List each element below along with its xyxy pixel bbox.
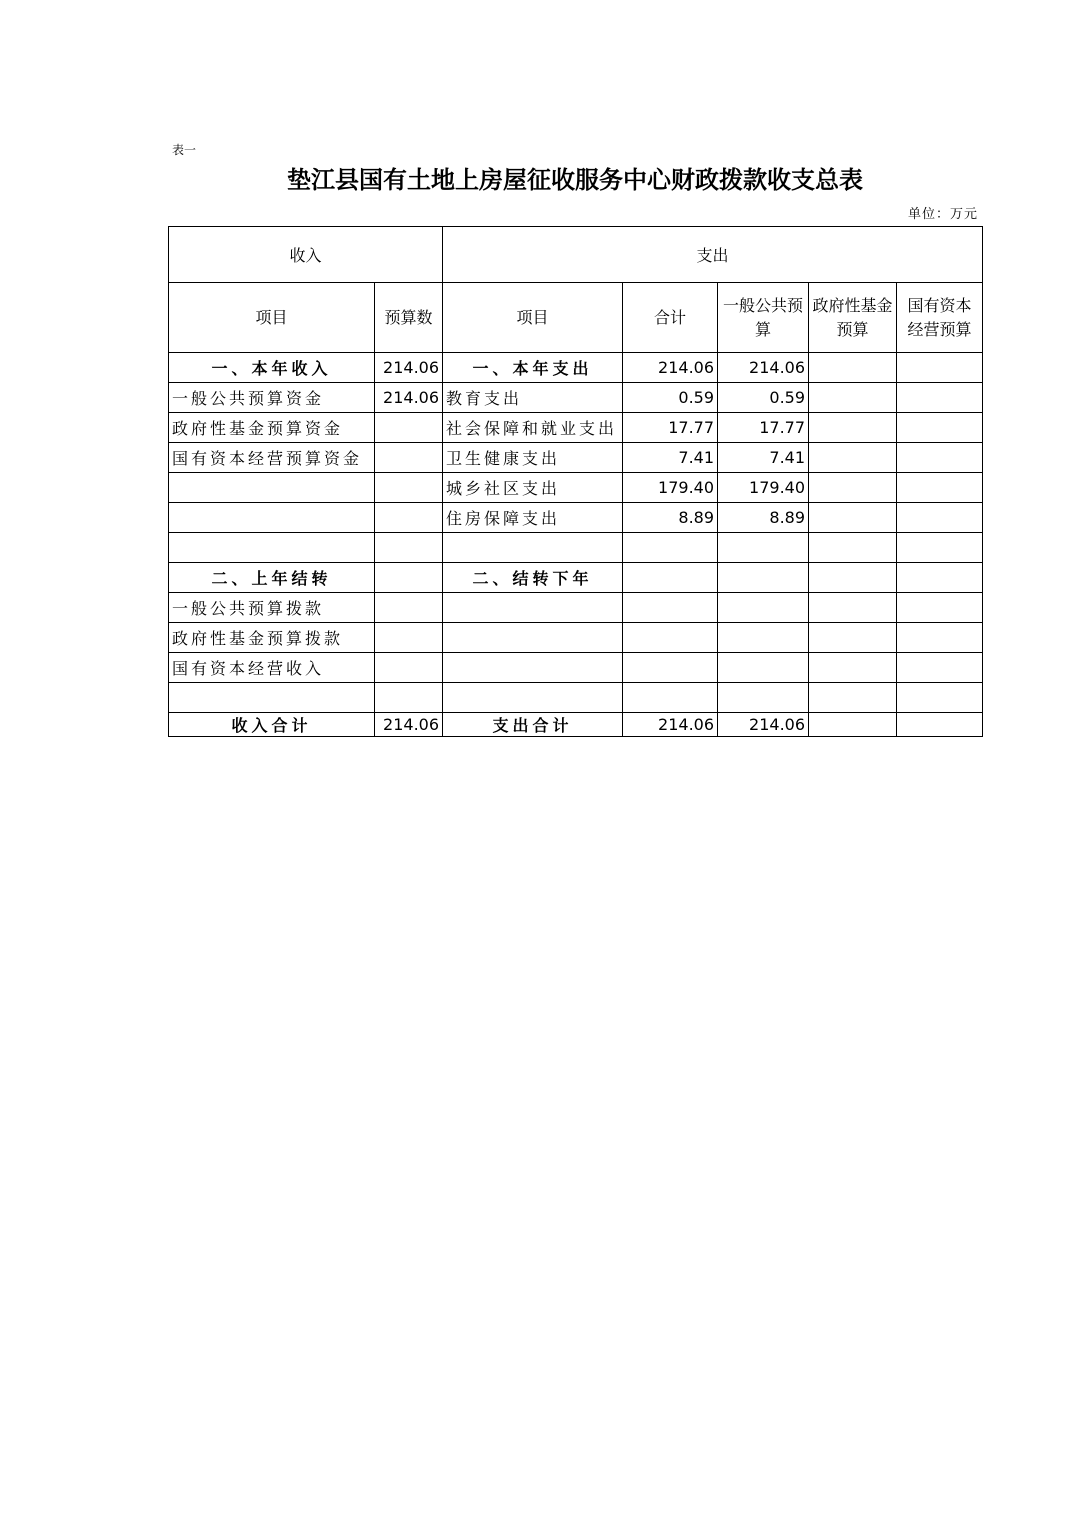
- expense-item-cell: [443, 653, 623, 683]
- col-header-fund-budget: 政府性基金预算: [809, 283, 897, 353]
- state-capital-cell: [897, 623, 983, 653]
- income-value-cell: [375, 533, 443, 563]
- income-value-cell: 214.06: [375, 383, 443, 413]
- income-value-cell: [375, 653, 443, 683]
- expense-total-cell: [623, 533, 718, 563]
- state-capital-cell: [897, 533, 983, 563]
- general-budget-cell: 7.41: [718, 443, 809, 473]
- fund-budget-cell: [809, 533, 897, 563]
- table-row: [169, 533, 983, 563]
- fund-budget-cell: [809, 713, 897, 737]
- income-item-cell: 国有资本经营预算资金: [169, 443, 375, 473]
- col-header-budget: 预算数: [375, 283, 443, 353]
- expense-item-cell: 支出合计: [443, 713, 623, 737]
- general-budget-cell: 214.06: [718, 713, 809, 737]
- table-row: [169, 593, 983, 623]
- table-row: [169, 563, 983, 593]
- fund-budget-cell: [809, 623, 897, 653]
- general-budget-cell: [718, 533, 809, 563]
- table-row: [169, 353, 983, 383]
- page-title: 垫江县国有土地上房屋征收服务中心财政拨款收支总表: [287, 165, 863, 194]
- general-budget-cell: [718, 563, 809, 593]
- income-group-header: 收入: [169, 227, 443, 283]
- general-budget-cell: [718, 653, 809, 683]
- expense-total-cell: [623, 593, 718, 623]
- fund-budget-cell: [809, 383, 897, 413]
- group-header-row: [169, 227, 983, 283]
- table-row: [169, 383, 983, 413]
- expense-total-cell: [623, 563, 718, 593]
- col-header-expense-item: 项目: [443, 283, 623, 353]
- expense-total-cell: 214.06: [623, 713, 718, 737]
- state-capital-cell: [897, 503, 983, 533]
- state-capital-cell: [897, 713, 983, 737]
- table-row: [169, 713, 983, 737]
- income-item-cell: 政府性基金预算资金: [169, 413, 375, 443]
- expense-item-cell: 住房保障支出: [443, 503, 623, 533]
- expense-total-cell: 179.40: [623, 473, 718, 503]
- state-capital-cell: [897, 473, 983, 503]
- income-item-cell: 政府性基金预算拨款: [169, 623, 375, 653]
- general-budget-cell: 179.40: [718, 473, 809, 503]
- income-value-cell: [375, 503, 443, 533]
- expense-item-cell: [443, 683, 623, 713]
- general-budget-cell: 8.89: [718, 503, 809, 533]
- income-value-cell: [375, 443, 443, 473]
- general-budget-cell: [718, 623, 809, 653]
- expense-item-cell: 城乡社区支出: [443, 473, 623, 503]
- income-item-cell: 二、上年结转: [169, 563, 375, 593]
- col-header-income-item: 项目: [169, 283, 375, 353]
- income-value-cell: 214.06: [375, 353, 443, 383]
- expense-total-cell: 0.59: [623, 383, 718, 413]
- state-capital-cell: [897, 563, 983, 593]
- expense-item-cell: [443, 623, 623, 653]
- fund-budget-cell: [809, 353, 897, 383]
- general-budget-cell: 17.77: [718, 413, 809, 443]
- state-capital-cell: [897, 683, 983, 713]
- table-number: 表一: [172, 143, 197, 157]
- expense-item-cell: 二、结转下年: [443, 563, 623, 593]
- expense-total-cell: [623, 683, 718, 713]
- expense-item-cell: 教育支出: [443, 383, 623, 413]
- table-row: [169, 443, 983, 473]
- income-value-cell: [375, 683, 443, 713]
- expense-group-header: 支出: [443, 227, 983, 283]
- column-header-row: [169, 283, 983, 353]
- state-capital-cell: [897, 413, 983, 443]
- expense-item-cell: 社会保障和就业支出: [443, 413, 623, 443]
- table-row: [169, 653, 983, 683]
- expense-total-cell: 7.41: [623, 443, 718, 473]
- state-capital-cell: [897, 443, 983, 473]
- fund-budget-cell: [809, 593, 897, 623]
- col-header-state-capital: 国有资本经营预算: [897, 283, 983, 353]
- income-item-cell: [169, 503, 375, 533]
- state-capital-cell: [897, 593, 983, 623]
- general-budget-cell: [718, 593, 809, 623]
- expense-total-cell: 8.89: [623, 503, 718, 533]
- expense-item-cell: 卫生健康支出: [443, 443, 623, 473]
- income-item-cell: 一、本年收入: [169, 353, 375, 383]
- col-header-total: 合计: [623, 283, 718, 353]
- table-row: [169, 623, 983, 653]
- fund-budget-cell: [809, 443, 897, 473]
- expense-item-cell: 一、本年支出: [443, 353, 623, 383]
- state-capital-cell: [897, 353, 983, 383]
- col-header-general-budget: 一般公共预算: [718, 283, 809, 353]
- income-value-cell: [375, 623, 443, 653]
- general-budget-cell: [718, 683, 809, 713]
- unit-label: 单位：万元: [907, 207, 978, 222]
- income-value-cell: [375, 413, 443, 443]
- fund-budget-cell: [809, 563, 897, 593]
- table-row: [169, 473, 983, 503]
- general-budget-cell: 214.06: [718, 353, 809, 383]
- income-value-cell: 214.06: [375, 713, 443, 737]
- income-item-cell: 国有资本经营收入: [169, 653, 375, 683]
- income-item-cell: [169, 473, 375, 503]
- fund-budget-cell: [809, 653, 897, 683]
- fund-budget-cell: [809, 413, 897, 443]
- expense-total-cell: [623, 623, 718, 653]
- fund-budget-cell: [809, 683, 897, 713]
- table-row: [169, 503, 983, 533]
- income-item-cell: [169, 683, 375, 713]
- general-budget-cell: 0.59: [718, 383, 809, 413]
- income-value-cell: [375, 593, 443, 623]
- income-item-cell: 收入合计: [169, 713, 375, 737]
- fund-budget-cell: [809, 473, 897, 503]
- budget-table: [168, 226, 983, 737]
- income-value-cell: [375, 563, 443, 593]
- expense-item-cell: [443, 593, 623, 623]
- expense-total-cell: 214.06: [623, 353, 718, 383]
- income-item-cell: [169, 533, 375, 563]
- state-capital-cell: [897, 383, 983, 413]
- table-row: [169, 413, 983, 443]
- fund-budget-cell: [809, 503, 897, 533]
- expense-total-cell: [623, 653, 718, 683]
- income-item-cell: 一般公共预算拨款: [169, 593, 375, 623]
- table-row: [169, 683, 983, 713]
- expense-total-cell: 17.77: [623, 413, 718, 443]
- state-capital-cell: [897, 653, 983, 683]
- income-value-cell: [375, 473, 443, 503]
- income-item-cell: 一般公共预算资金: [169, 383, 375, 413]
- expense-item-cell: [443, 533, 623, 563]
